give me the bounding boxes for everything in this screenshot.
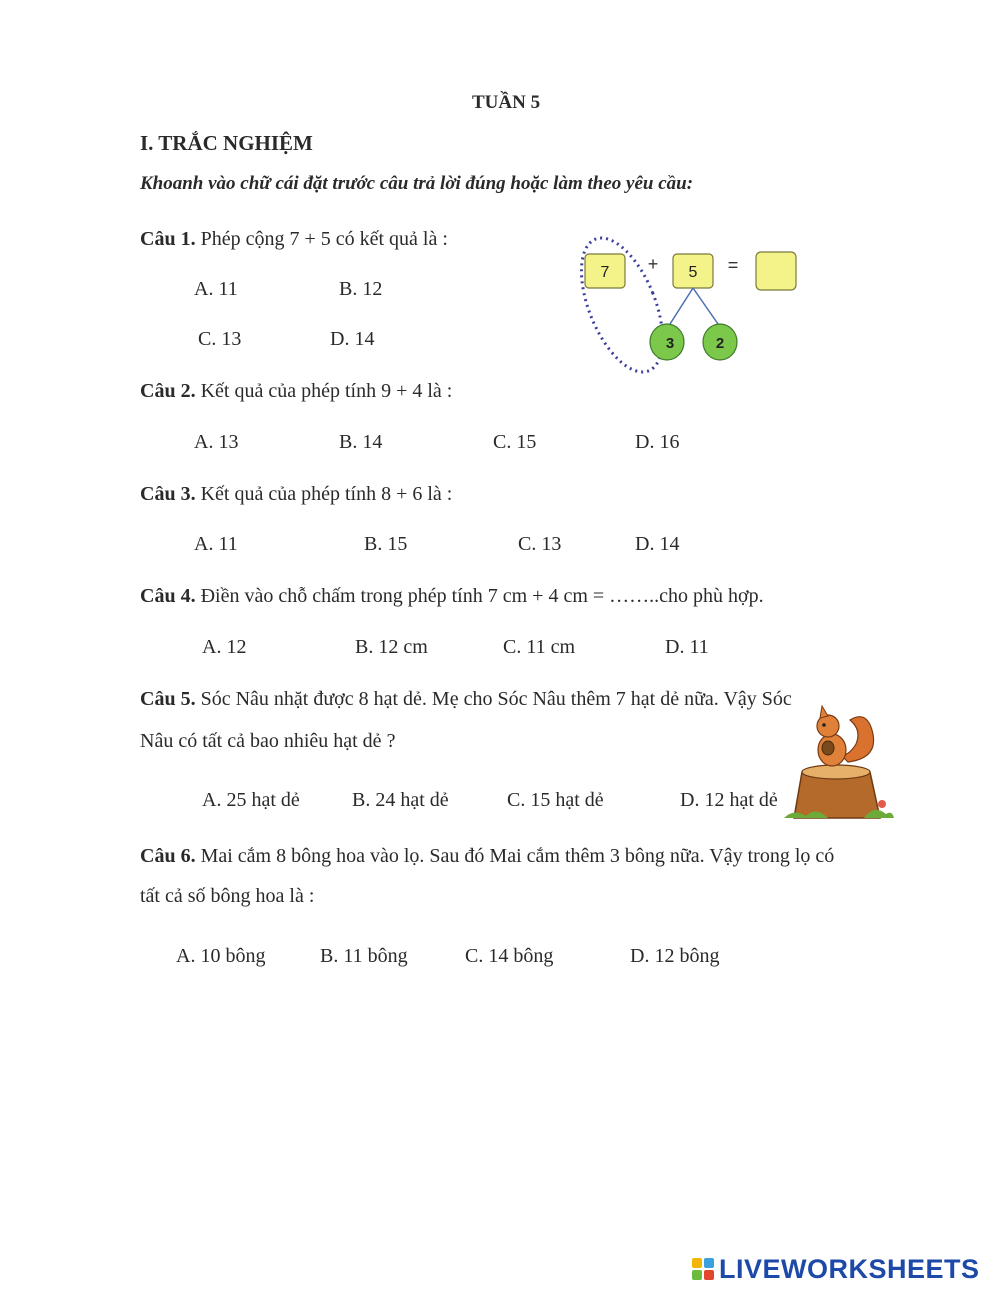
option-2a[interactable]: A. 13 [194, 431, 239, 453]
section-heading: I. TRẮC NGHIỆM [140, 131, 313, 155]
question-text: Phép cộng 7 + 5 có kết quả là : [195, 228, 448, 250]
option-1c[interactable]: C. 13 [198, 328, 242, 350]
equals-sign: = [727, 255, 739, 275]
option-6a[interactable]: A. 10 bông [176, 945, 266, 967]
option-3d[interactable]: D. 14 [635, 533, 680, 555]
split-line-left [670, 288, 693, 324]
option-4d[interactable]: D. 11 [665, 636, 709, 658]
question-text: Mai cắm 8 bông hoa vào lọ. Sau đó Mai cắm thêm 3 bông nữa. Vậy trong lọ có [195, 845, 835, 867]
answer-box[interactable] [756, 252, 796, 290]
question-6 [140, 845, 834, 868]
question-label: Câu 5. [140, 688, 196, 710]
question-label: Câu 1. [140, 228, 196, 250]
option-4b[interactable]: B. 12 cm [355, 636, 428, 658]
question-label: Câu 4. [140, 585, 196, 607]
acorn [822, 741, 834, 755]
option-3b[interactable]: B. 15 [364, 533, 408, 555]
plus-sign: + [647, 254, 659, 274]
question-text: Kết quả của phép tính 9 + 4 là : [195, 380, 453, 402]
option-5d[interactable]: D. 12 hạt dẻ [680, 789, 778, 811]
option-1d[interactable]: D. 14 [330, 328, 375, 350]
question-label: Câu 3. [140, 483, 196, 505]
option-4a[interactable]: A. 12 [202, 636, 247, 658]
worksheet-title: TUẦN 5 [472, 92, 541, 113]
question-5-line-2: Nâu có tất cả bao nhiêu hạt dẻ ? [140, 730, 396, 752]
option-3a[interactable]: A. 11 [194, 533, 238, 555]
addition-split-diagram [575, 232, 815, 377]
logo-text: LIVEWORKSHEETS [719, 1253, 980, 1284]
option-3c[interactable]: C. 13 [518, 533, 562, 555]
diagram-circle-2-value: 2 [715, 335, 725, 352]
option-5a[interactable]: A. 25 hạt dẻ [202, 789, 300, 811]
question-text: Điền vào chỗ chấm trong phép tính 7 cm + 4 cm = ……..cho phù hợp. [195, 585, 764, 607]
question-text: Kết quả của phép tính 8 + 6 là : [195, 483, 453, 505]
option-2c[interactable]: C. 15 [493, 431, 537, 453]
option-2b[interactable]: B. 14 [339, 431, 383, 453]
squirrel-ear [820, 706, 828, 718]
question-6-line-2: tất cả số bông hoa là : [140, 885, 315, 907]
squirrel-eye [822, 723, 826, 727]
option-4c[interactable]: C. 11 cm [503, 636, 576, 658]
flower [878, 800, 886, 808]
diagram-circle-1-value: 3 [665, 335, 675, 352]
instruction: Khoanh vào chữ cái đặt trước câu trả lời đúng hoặc làm theo yêu cầu: [140, 173, 694, 194]
question-2 [140, 380, 452, 403]
stump-top [802, 765, 870, 779]
option-5b[interactable]: B. 24 hạt dẻ [352, 789, 449, 811]
diagram-box-2-value: 5 [688, 264, 698, 281]
option-1a[interactable]: A. 11 [194, 278, 238, 300]
question-4 [140, 585, 764, 608]
question-label: Câu 6. [140, 845, 196, 867]
squirrel-tail [842, 717, 874, 762]
liveworksheets-logo[interactable] [692, 1254, 980, 1284]
question-3 [140, 483, 452, 506]
option-1b[interactable]: B. 12 [339, 278, 383, 300]
split-line-right [693, 288, 718, 324]
option-6d[interactable]: D. 12 bông [630, 945, 720, 967]
option-6b[interactable]: B. 11 bông [320, 945, 408, 967]
question-label: Câu 2. [140, 380, 196, 402]
question-5 [140, 688, 792, 711]
diagram-box-1-value: 7 [600, 264, 610, 281]
option-6c[interactable]: C. 14 bông [465, 945, 554, 967]
squirrel-on-stump-illustration [776, 700, 896, 825]
option-5c[interactable]: C. 15 hạt dẻ [507, 789, 604, 811]
question-text: Sóc Nâu nhặt được 8 hạt dẻ. Mẹ cho Sóc Nâu thêm 7 hạt dẻ nữa. Vậy Sóc [195, 688, 792, 710]
question-1 [140, 228, 448, 251]
logo-blocks-icon [692, 1258, 714, 1280]
option-2d[interactable]: D. 16 [635, 431, 680, 453]
